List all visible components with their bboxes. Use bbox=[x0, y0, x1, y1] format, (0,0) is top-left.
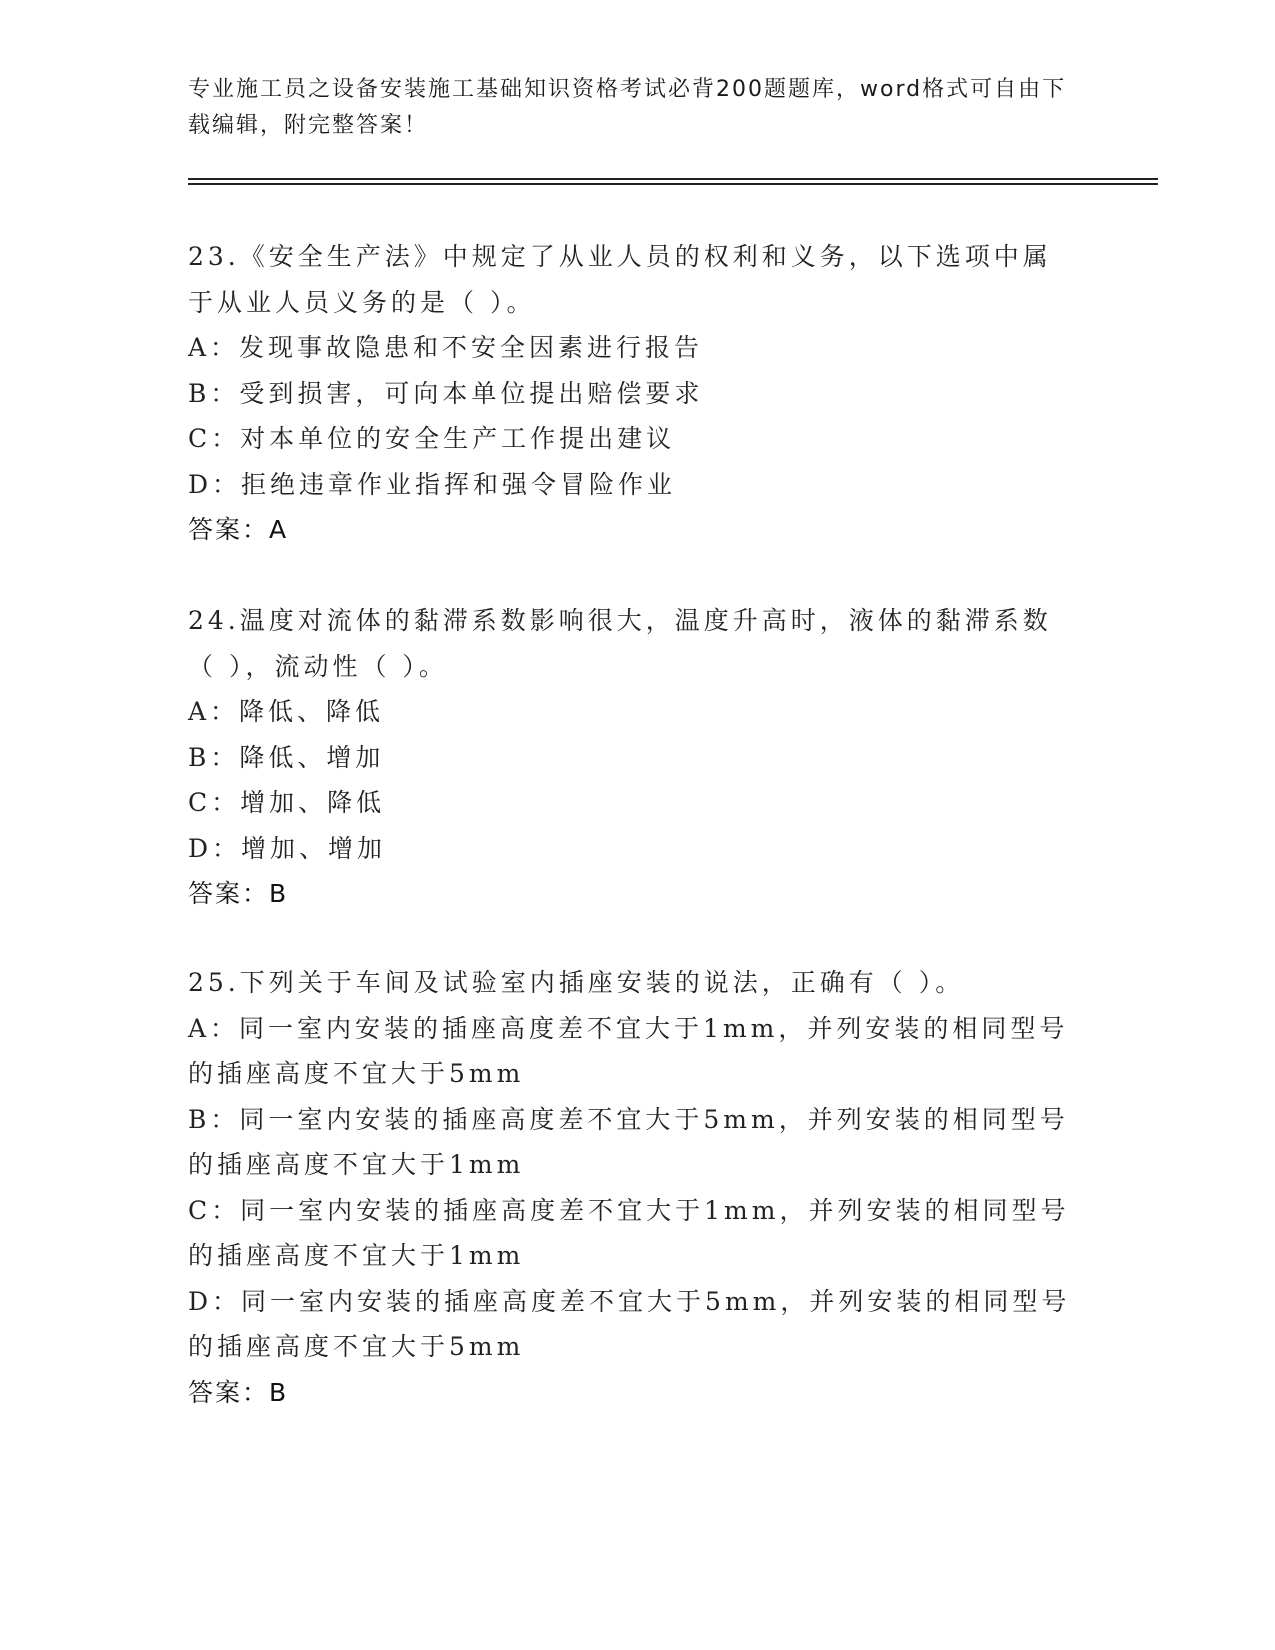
option-c: C：对本单位的安全生产工作提出建议 bbox=[188, 424, 676, 453]
document-header: 专业施工员之设备安装施工基础知识资格考试必背200题题库，word格式可自由下载编辑，附完整答案！ bbox=[188, 77, 1067, 138]
option-a: A：降低、降低 bbox=[188, 697, 385, 726]
answer-label: 答案：A bbox=[188, 515, 289, 544]
question-23 bbox=[188, 234, 1078, 553]
option-d: D：拒绝违章作业指挥和强令冒险作业 bbox=[188, 469, 677, 499]
header-divider-bottom bbox=[188, 183, 1158, 185]
header-divider-top bbox=[188, 178, 1158, 180]
option-d: D：同一室内安装的插座高度差不宜大于5mm，并列安装的相同型号的插座高度不宜大于5mm bbox=[188, 1286, 1071, 1361]
option-a: A：同一室内安装的插座高度差不宜大于1mm，并列安装的相同型号的插座高度不宜大于5mm bbox=[188, 1013, 1069, 1088]
answer-label: 答案：B bbox=[188, 879, 289, 908]
question-24 bbox=[188, 598, 1078, 917]
option-b: B：受到损害，可向本单位提出赔偿要求 bbox=[188, 378, 704, 408]
question-stem: 24.温度对流体的黏滞系数影响很大，温度升高时，液体的黏滞系数（ ），流动性（ ）。 bbox=[188, 606, 1052, 681]
option-b: B：同一室内安装的插座高度差不宜大于5mm，并列安装的相同型号的插座高度不宜大于1mm bbox=[188, 1104, 1069, 1179]
question-25 bbox=[188, 960, 1078, 1415]
option-a: A：发现事故隐患和不安全因素进行报告 bbox=[188, 333, 704, 362]
question-stem: 25.下列关于车间及试验室内插座安装的说法，正确有（ ）。 bbox=[188, 968, 965, 997]
option-c: C：同一室内安装的插座高度差不宜大于1mm，并列安装的相同型号的插座高度不宜大于1mm bbox=[188, 1195, 1070, 1270]
option-d: D：增加、增加 bbox=[188, 833, 387, 863]
option-c: C：增加、降低 bbox=[188, 788, 386, 817]
answer-label: 答案：B bbox=[188, 1377, 289, 1407]
option-b: B：降低、增加 bbox=[188, 742, 385, 772]
question-stem: 23.《安全生产法》中规定了从业人员的权利和义务，以下选项中属于从业人员义务的是（ ）。 bbox=[188, 242, 1052, 317]
